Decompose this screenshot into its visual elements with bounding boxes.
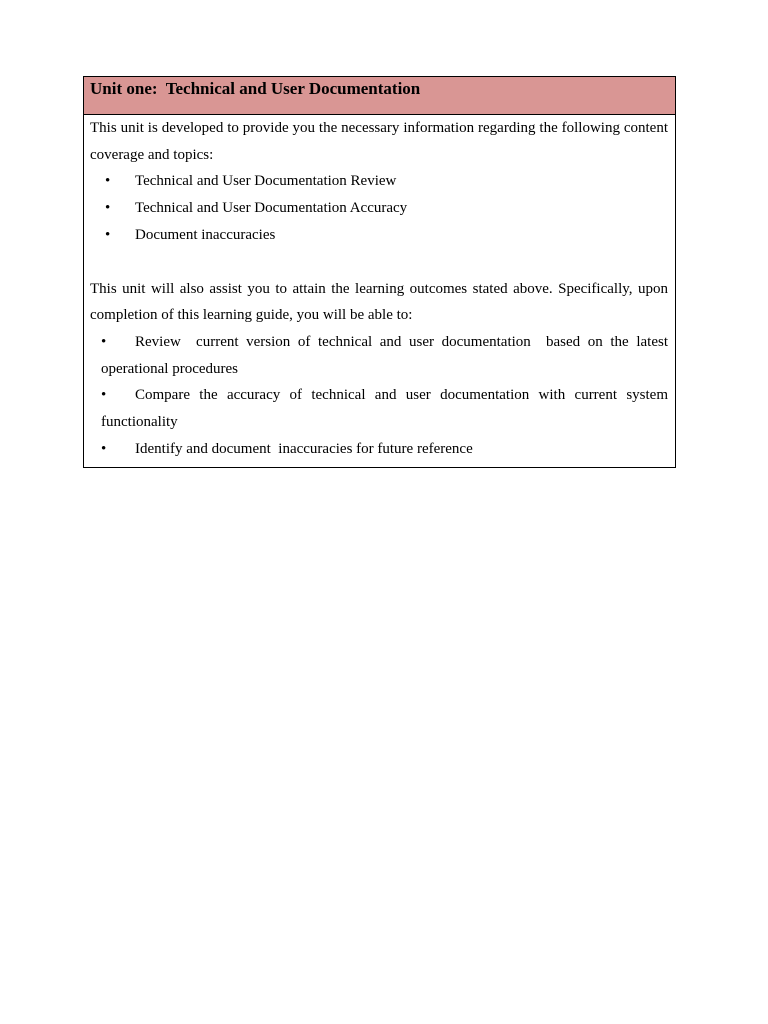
unit-box — [83, 76, 676, 468]
outcomes-intro-paragraph: This unit will also assist you to attain the learning outcomes stated above. Specifically, upon completion of this learning guide, you will be able to: — [90, 280, 668, 324]
outcome-text: Review current version of technical and user documentation based on the latest operational procedures — [101, 333, 672, 377]
bullet-icon: • — [105, 173, 111, 190]
topic-text: Document inaccuracies — [135, 226, 276, 243]
outcome-item — [101, 329, 672, 382]
bullet-icon: • — [105, 226, 111, 243]
unit-body — [84, 115, 675, 467]
unit-header — [84, 77, 675, 115]
topic-item — [90, 222, 668, 249]
outcome-item — [101, 436, 668, 463]
unit-title: Unit one: Technical and User Documentation — [90, 79, 421, 98]
outcome-text: Identify and document inaccuracies for future reference — [135, 440, 473, 457]
outcome-item — [101, 382, 672, 435]
bullet-icon: • — [101, 387, 107, 404]
topic-item — [90, 195, 668, 222]
topic-text: Technical and User Documentation Accuracy — [135, 200, 408, 217]
intro-paragraph: This unit is developed to provide you the necessary information regarding the following content coverage and topics: — [90, 120, 668, 163]
bullet-icon: • — [105, 200, 111, 217]
paragraph-spacer — [90, 249, 668, 276]
outcome-text: Compare the accuracy of technical and user documentation with current system functionality — [101, 387, 672, 431]
outcome-list — [90, 329, 672, 463]
topic-list — [90, 168, 668, 248]
bullet-icon: • — [101, 333, 107, 350]
topic-item — [90, 168, 668, 195]
topic-text: Technical and User Documentation Review — [135, 173, 397, 190]
bullet-icon: • — [101, 440, 107, 457]
